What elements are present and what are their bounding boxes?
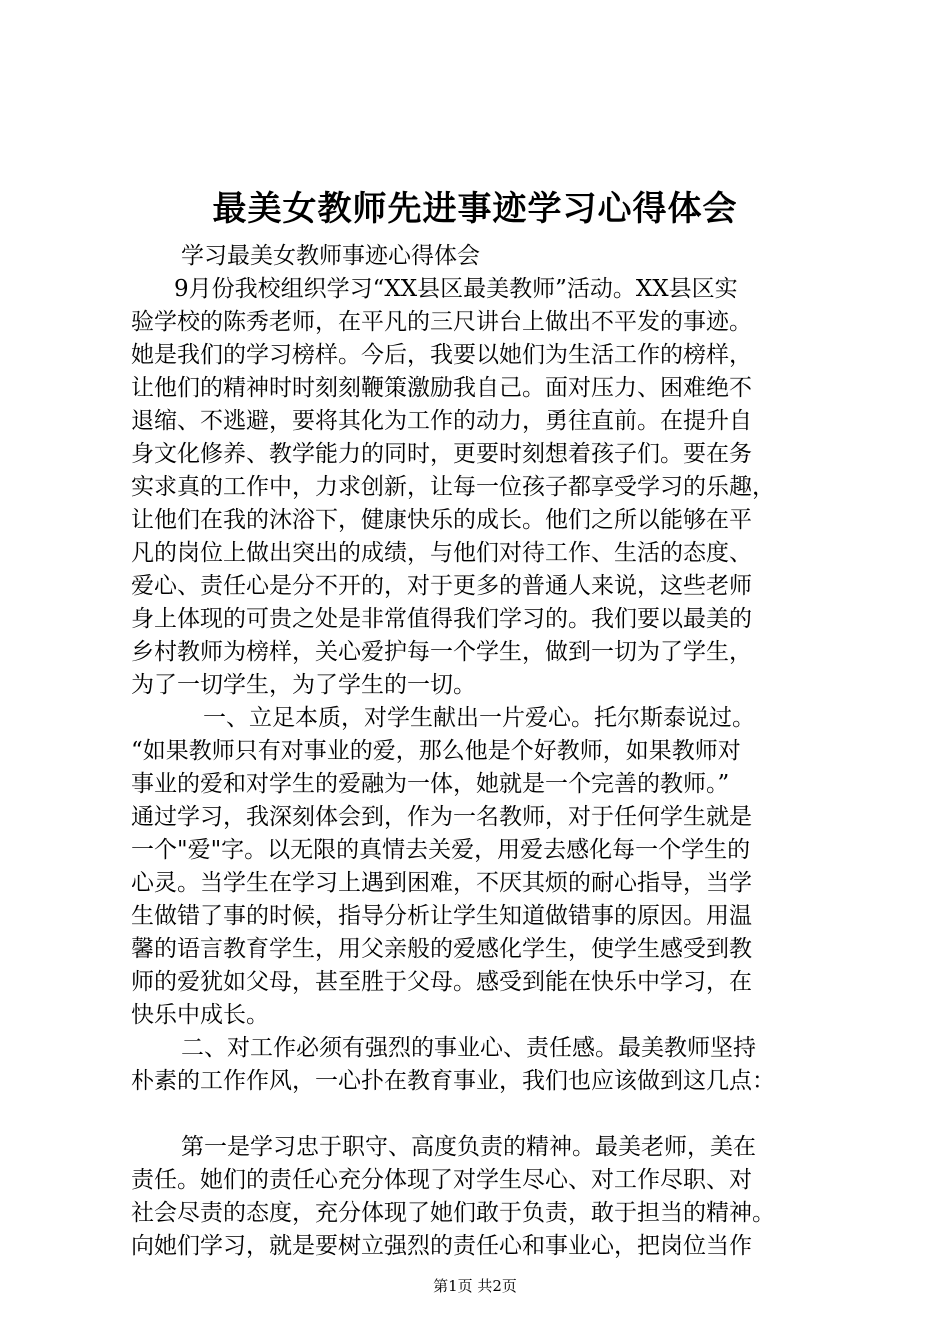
section-heading-2: 二、对工作必须有强烈的事业心、责任感。最美教师坚持 xyxy=(181,1035,756,1061)
text-line: 师的爱犹如父母，甚至胜于父母。感受到能在快乐中学习，在 xyxy=(131,969,752,995)
text-line: 社会尽责的态度，充分体现了她们敢于负责，敢于担当的精神。 xyxy=(131,1200,775,1226)
page-footer: 第1页 共2页 xyxy=(433,1277,517,1295)
text-line: 责任。她们的责任心充分体现了对学生尽心、对工作尽职、对 xyxy=(131,1167,752,1193)
text-line: 向她们学习，就是要树立强烈的责任心和事业心，把岗位当作 xyxy=(131,1233,752,1259)
text-line: 一个"爱"字。以无限的真情去关爱，用爱去感化每一个学生的 xyxy=(131,837,751,863)
text-line: 让他们的精神时时刻刻鞭策激励我自己。面对压力、困难绝不 xyxy=(131,375,752,401)
text-line: 心灵。当学生在学习上遇到困难，不厌其烦的耐心指导，当学 xyxy=(131,870,752,896)
text-line: 馨的语言教育学生，用父亲般的爱感化学生，使学生感受到教 xyxy=(131,936,752,962)
text-line: 实求真的工作中，力求创新，让每一位孩子都享受学习的乐趣， xyxy=(131,474,775,500)
text-line: 她是我们的学习榜样。今后，我要以她们为生活工作的榜样， xyxy=(131,342,752,368)
text-line: 事业的爱和对学生的爱融为一体，她就是一个完善的教师。” xyxy=(131,771,730,797)
text-line: 朴素的工作作风，一心扑在教育事业，我们也应该做到这几点： xyxy=(131,1068,775,1094)
text-line: 生做错了事的时候，指导分析让学生知道做错事的原因。用温 xyxy=(131,903,752,929)
text-line: 身上体现的可贵之处是非常值得我们学习的。我们要以最美的 xyxy=(131,606,752,632)
text-line: 凡的岗位上做出突出的成绩，与他们对待工作、生活的态度、 xyxy=(131,540,752,566)
text-line: 快乐中成长。 xyxy=(131,1002,269,1028)
text-line: 爱心、责任心是分不开的，对于更多的普通人来说，这些老师 xyxy=(131,573,752,599)
text-line: 乡村教师为榜样，关心爱护每一个学生，做到一切为了学生， xyxy=(131,639,752,665)
text-line: 第一是学习忠于职守、高度负责的精神。最美老师，美在 xyxy=(181,1134,756,1160)
section-heading-1: 一、立足本质，对学生献出一片爱心。托尔斯泰说过。 xyxy=(203,705,755,731)
text-line: 为了一切学生，为了学生的一切。 xyxy=(131,672,476,698)
text-line: 9月份我校组织学习“XX县区最美教师”活动。XX县区实 xyxy=(174,276,738,302)
text-line: 退缩、不逃避，要将其化为工作的动力，勇往直前。在提升自 xyxy=(131,408,752,434)
document-subtitle: 学习最美女教师事迹心得体会 xyxy=(181,243,480,269)
text-line: 身文化修养、教学能力的同时，更要时刻想着孩子们。要在务 xyxy=(131,441,752,467)
text-line: 让他们在我的沐浴下，健康快乐的成长。他们之所以能够在平 xyxy=(131,507,752,533)
text-line: 通过学习，我深刻体会到，作为一名教师，对于任何学生就是 xyxy=(131,804,752,830)
text-line: 验学校的陈秀老师，在平凡的三尺讲台上做出不平发的事迹。 xyxy=(131,309,752,335)
document-title: 最美女教师先进事迹学习心得体会 xyxy=(212,189,738,229)
text-line: “如果教师只有对事业的爱，那么他是个好教师，如果教师对 xyxy=(131,738,741,764)
